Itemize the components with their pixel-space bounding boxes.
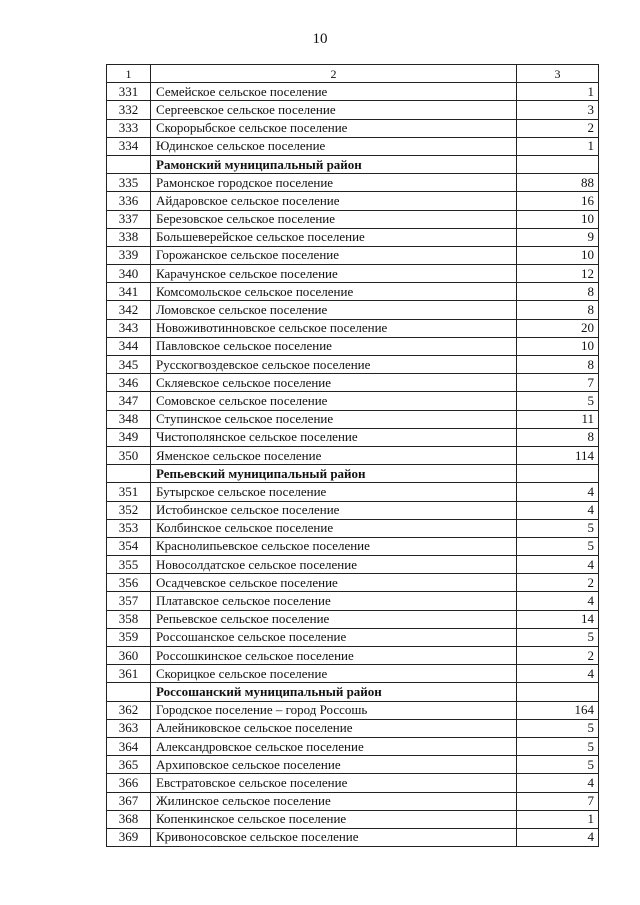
row-number — [107, 465, 151, 483]
table-row — [107, 137, 599, 155]
settlement-name: Новосолдатское сельское поселение — [151, 556, 517, 574]
row-number: 334 — [107, 137, 151, 155]
settlement-name: Копенкинское сельское поселение — [151, 810, 517, 828]
row-number: 357 — [107, 592, 151, 610]
table-row — [107, 519, 599, 537]
settlement-value: 2 — [517, 574, 599, 592]
settlement-name: Александровское сельское поселение — [151, 737, 517, 755]
table-row — [107, 428, 599, 446]
row-number: 363 — [107, 719, 151, 737]
settlement-name: Карачунское сельское поселение — [151, 265, 517, 283]
settlement-name: Краснолипьевское сельское поселение — [151, 537, 517, 555]
settlement-value: 114 — [517, 446, 599, 464]
settlement-value: 8 — [517, 428, 599, 446]
settlement-name: Скляевское сельское поселение — [151, 374, 517, 392]
table-row — [107, 392, 599, 410]
settlement-value: 5 — [517, 737, 599, 755]
row-number: 359 — [107, 628, 151, 646]
header-cell-2: 2 — [151, 65, 517, 83]
settlement-name: Павловское сельское поселение — [151, 337, 517, 355]
settlement-value: 1 — [517, 137, 599, 155]
settlement-name: Городское поселение – город Россошь — [151, 701, 517, 719]
settlement-name: Россошкинское сельское поселение — [151, 647, 517, 665]
table-row — [107, 83, 599, 101]
settlement-name: Сергеевское сельское поселение — [151, 101, 517, 119]
row-number: 355 — [107, 556, 151, 574]
settlement-value: 10 — [517, 210, 599, 228]
table-row — [107, 592, 599, 610]
settlement-value: 5 — [517, 756, 599, 774]
settlement-name: Россошанское сельское поселение — [151, 628, 517, 646]
table-row — [107, 828, 599, 846]
settlement-value: 14 — [517, 610, 599, 628]
header-cell-1: 1 — [107, 65, 151, 83]
row-number: 331 — [107, 83, 151, 101]
table-row — [107, 319, 599, 337]
row-number: 351 — [107, 483, 151, 501]
page-number: 10 — [312, 31, 328, 47]
settlement-name: Юдинское сельское поселение — [151, 137, 517, 155]
row-number: 346 — [107, 374, 151, 392]
table-row — [107, 810, 599, 828]
row-number: 364 — [107, 737, 151, 755]
settlement-value — [517, 683, 599, 701]
table-row — [107, 756, 599, 774]
row-number: 332 — [107, 101, 151, 119]
row-number: 333 — [107, 119, 151, 137]
table-row — [107, 701, 599, 719]
settlement-name: Айдаровское сельское поселение — [151, 192, 517, 210]
settlement-name: Новоживотинновское сельское поселение — [151, 319, 517, 337]
header-cell-3: 3 — [517, 65, 599, 83]
row-number: 344 — [107, 337, 151, 355]
row-number: 366 — [107, 774, 151, 792]
row-number: 349 — [107, 428, 151, 446]
settlement-name: Ступинское сельское поселение — [151, 410, 517, 428]
settlement-name: Горожанское сельское поселение — [151, 246, 517, 264]
settlement-value: 12 — [517, 265, 599, 283]
settlement-value: 8 — [517, 356, 599, 374]
table-row — [107, 446, 599, 464]
settlement-name: Жилинское сельское поселение — [151, 792, 517, 810]
row-number: 343 — [107, 319, 151, 337]
table-row — [107, 647, 599, 665]
table-row — [107, 337, 599, 355]
settlement-name: Бутырское сельское поселение — [151, 483, 517, 501]
settlement-name: Евстратовское сельское поселение — [151, 774, 517, 792]
table-row — [107, 556, 599, 574]
settlement-name: Чистополянское сельское поселение — [151, 428, 517, 446]
settlement-value: 10 — [517, 337, 599, 355]
settlement-name: Алейниковское сельское поселение — [151, 719, 517, 737]
table-row — [107, 228, 599, 246]
row-number: 365 — [107, 756, 151, 774]
settlements-table — [106, 64, 599, 847]
row-number: 362 — [107, 701, 151, 719]
settlement-value: 4 — [517, 556, 599, 574]
table-row — [107, 737, 599, 755]
settlement-value: 9 — [517, 228, 599, 246]
settlement-name: Репьевское сельское поселение — [151, 610, 517, 628]
table-row — [107, 283, 599, 301]
row-number: 352 — [107, 501, 151, 519]
table-row — [107, 246, 599, 264]
settlement-value: 5 — [517, 392, 599, 410]
table-row — [107, 792, 599, 810]
table-row — [107, 537, 599, 555]
table-row — [107, 265, 599, 283]
settlement-value — [517, 155, 599, 173]
table-row — [107, 501, 599, 519]
settlement-value: 2 — [517, 647, 599, 665]
settlement-name: Истобинское сельское поселение — [151, 501, 517, 519]
settlement-name: Кривоносовское сельское поселение — [151, 828, 517, 846]
settlement-value: 4 — [517, 774, 599, 792]
table-row — [107, 301, 599, 319]
settlement-value: 4 — [517, 665, 599, 683]
row-number: 367 — [107, 792, 151, 810]
table-row — [107, 483, 599, 501]
settlement-value: 10 — [517, 246, 599, 264]
row-number: 341 — [107, 283, 151, 301]
table-row — [107, 719, 599, 737]
settlement-name: Яменское сельское поселение — [151, 446, 517, 464]
settlement-value: 5 — [517, 519, 599, 537]
settlement-name: Платавское сельское поселение — [151, 592, 517, 610]
row-number: 335 — [107, 174, 151, 192]
row-number: 338 — [107, 228, 151, 246]
table-row — [107, 610, 599, 628]
settlement-name: Архиповское сельское поселение — [151, 756, 517, 774]
settlement-name: Колбинское сельское поселение — [151, 519, 517, 537]
row-number: 369 — [107, 828, 151, 846]
settlement-value: 4 — [517, 828, 599, 846]
settlement-name: Ломовское сельское поселение — [151, 301, 517, 319]
row-number: 336 — [107, 192, 151, 210]
row-number: 342 — [107, 301, 151, 319]
table-row — [107, 174, 599, 192]
row-number: 368 — [107, 810, 151, 828]
table-row — [107, 210, 599, 228]
settlement-value: 16 — [517, 192, 599, 210]
table-row — [107, 774, 599, 792]
settlement-name: Осадчевское сельское поселение — [151, 574, 517, 592]
settlement-value: 7 — [517, 792, 599, 810]
settlement-value: 1 — [517, 810, 599, 828]
row-number: 339 — [107, 246, 151, 264]
settlement-value: 2 — [517, 119, 599, 137]
row-number: 358 — [107, 610, 151, 628]
table-row — [107, 628, 599, 646]
settlement-name: Комсомольское сельское поселение — [151, 283, 517, 301]
settlement-value: 8 — [517, 283, 599, 301]
settlement-name: Большеверейское сельское поселение — [151, 228, 517, 246]
settlement-value: 1 — [517, 83, 599, 101]
row-number: 360 — [107, 647, 151, 665]
settlement-value: 5 — [517, 719, 599, 737]
table-row — [107, 574, 599, 592]
settlement-value: 7 — [517, 374, 599, 392]
settlement-value: 20 — [517, 319, 599, 337]
settlement-value: 88 — [517, 174, 599, 192]
settlement-name: Березовское сельское поселение — [151, 210, 517, 228]
row-number: 337 — [107, 210, 151, 228]
row-number: 347 — [107, 392, 151, 410]
table-row — [107, 119, 599, 137]
settlement-name: Семейское сельское поселение — [151, 83, 517, 101]
row-number: 356 — [107, 574, 151, 592]
row-number: 348 — [107, 410, 151, 428]
table-row — [107, 101, 599, 119]
row-number: 361 — [107, 665, 151, 683]
table-row — [107, 665, 599, 683]
table-header-row — [107, 65, 599, 83]
district-name: Россошанский муниципальный район — [151, 683, 517, 701]
district-heading-row — [107, 683, 599, 701]
settlement-value: 11 — [517, 410, 599, 428]
table-row — [107, 356, 599, 374]
settlement-value: 4 — [517, 501, 599, 519]
table-row — [107, 374, 599, 392]
row-number: 354 — [107, 537, 151, 555]
settlement-value: 4 — [517, 483, 599, 501]
settlement-name: Скорицкое сельское поселение — [151, 665, 517, 683]
settlement-value — [517, 465, 599, 483]
district-heading-row — [107, 465, 599, 483]
settlement-name: Рамонское городское поселение — [151, 174, 517, 192]
row-number: 345 — [107, 356, 151, 374]
row-number: 340 — [107, 265, 151, 283]
row-number: 350 — [107, 446, 151, 464]
settlement-value: 164 — [517, 701, 599, 719]
settlement-name: Русскогвоздевское сельское поселение — [151, 356, 517, 374]
row-number — [107, 155, 151, 173]
settlement-value: 3 — [517, 101, 599, 119]
settlement-name: Скорорыбское сельское поселение — [151, 119, 517, 137]
table-row — [107, 192, 599, 210]
settlement-value: 5 — [517, 537, 599, 555]
district-heading-row — [107, 155, 599, 173]
row-number: 353 — [107, 519, 151, 537]
district-name: Рамонский муниципальный район — [151, 155, 517, 173]
settlement-value: 5 — [517, 628, 599, 646]
settlement-value: 4 — [517, 592, 599, 610]
row-number — [107, 683, 151, 701]
settlement-name: Сомовское сельское поселение — [151, 392, 517, 410]
table-row — [107, 410, 599, 428]
district-name: Репьевский муниципальный район — [151, 465, 517, 483]
settlement-value: 8 — [517, 301, 599, 319]
